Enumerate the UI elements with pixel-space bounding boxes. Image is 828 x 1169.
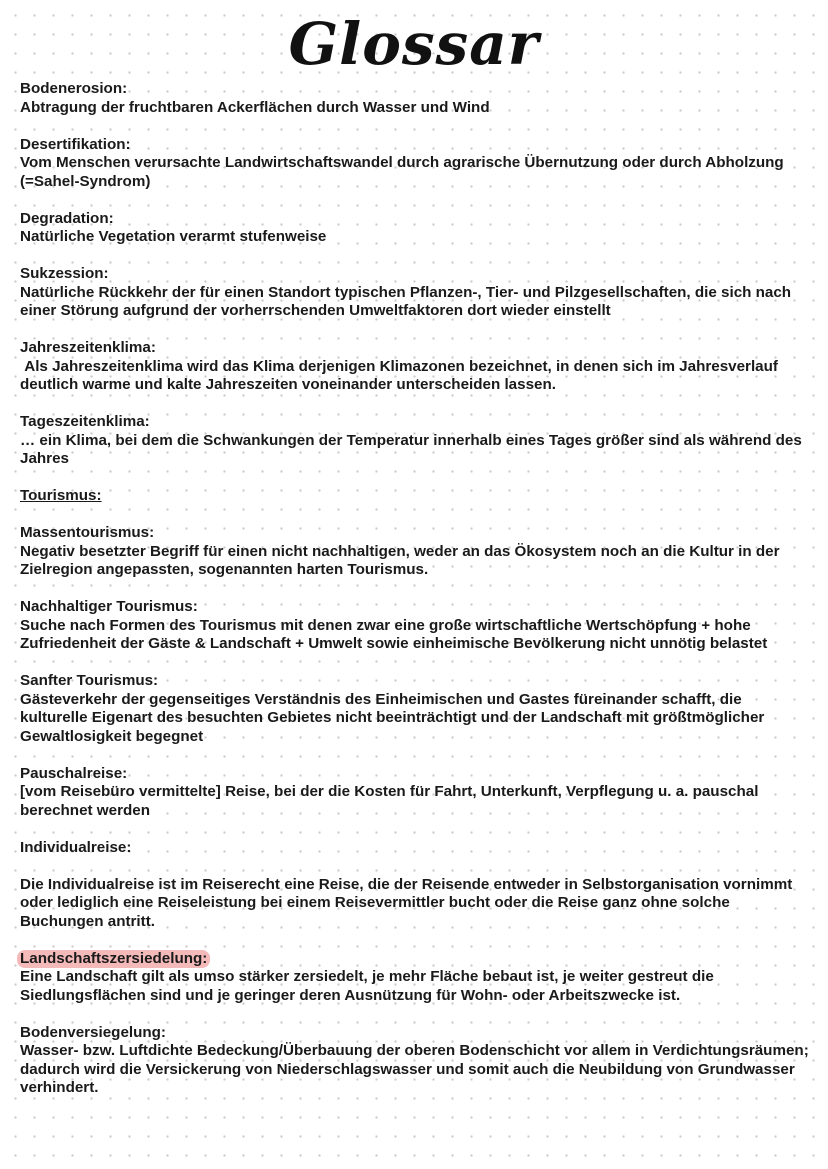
glossary-entry-jahreszeitenklima bbox=[20, 339, 810, 395]
term: Bodenversiegelung: bbox=[20, 1023, 166, 1041]
definition: Die Individualreise ist im Reiserecht eine Reise, die der Reisende entweder in Selbstorganisation vornimmt oder lediglich eine Reiseleistung bei einem Reisevermittler bucht oder die Reise ganz ohne solche Buchungen antritt. bbox=[20, 875, 793, 930]
definition: … ein Klima, bei dem die Schwankungen der Temperatur innerhalb eines Tages größer sind als während des Jahres bbox=[20, 431, 802, 467]
term: Massentourismus: bbox=[20, 524, 155, 541]
definition: [vom Reisebüro vermittelte] Reise, bei der die Kosten für Fahrt, Unterkunft, Verpflegung u. a. pauschal berechnet werden bbox=[20, 783, 759, 819]
glossary-entry-landschaftszersiedelung bbox=[20, 950, 810, 1006]
term: Individualreise: bbox=[20, 838, 132, 856]
glossary-entry-desertifikation bbox=[20, 136, 810, 192]
glossary-entry-bodenversiegelung bbox=[20, 1024, 810, 1098]
definition: Vom Menschen verursachte Landwirtschaftswandel durch agrarische Übernutzung oder durch Abholzung (=Sahel-Syndrom) bbox=[20, 154, 784, 190]
term: Jahreszeitenklima: bbox=[20, 339, 156, 356]
definition: Negativ besetzter Begriff für einen nicht nachhaltigen, weder an das Ökosystem noch an die Kultur in der Zielregion angepassten, sogenannten harten Tourismus. bbox=[20, 542, 780, 578]
definition: Wasser- bzw. Luftdichte Bedeckung/Überbauung der oberen Bodenschicht vor allem in Verdichtungsräumen; dadurch wird die Versickerung von Niederschlagswasser und somit auch die Neubildung von Grundwasser verhindert. bbox=[20, 1042, 809, 1096]
glossary-entry-sanfter-tourismus bbox=[20, 672, 810, 746]
glossary-entry-tageszeitenklima bbox=[20, 413, 810, 469]
definition: Als Jahreszeitenklima wird das Klima derjenigen Klimazonen bezeichnet, in denen sich im Jahresverlauf deutlich warme und kalte Jahreszeiten voneinander unterscheiden lassen. bbox=[20, 357, 783, 393]
definition: Natürliche Vegetation verarmt stufenweise bbox=[20, 228, 327, 245]
term: Tageszeitenklima: bbox=[20, 413, 150, 430]
definition: Abtragung der fruchtbaren Ackerflächen durch Wasser und Wind bbox=[20, 98, 490, 116]
section-heading: Tourismus: bbox=[20, 487, 102, 504]
definition: Gästeverkehr der gegenseitiges Verständnis des Einheimischen und Gastes füreinander schafft, die kulturelle Eigenart des besuchten Gebietes nicht beeinträchtigt und der Landschaft mit größtmöglicher Gewaltlosigkeit begegnet bbox=[20, 690, 765, 745]
term: Bodenerosion: bbox=[20, 80, 128, 97]
definition: Natürliche Rückkehr der für einen Standort typischen Pflanzen-, Tier- und Pilzgesellschaften, die sich nach einer Störung aufgrund der vorherrschenden Umweltfaktoren dort wieder einstellt bbox=[20, 283, 792, 319]
term-highlighted: Landschaftszersiedelung: bbox=[17, 950, 210, 969]
glossary-entry-nachhaltiger-tourismus bbox=[20, 598, 810, 654]
glossary-entry-degradation bbox=[20, 210, 810, 247]
glossary-entry-individualreise bbox=[20, 839, 810, 932]
term: Sanfter Tourismus: bbox=[20, 672, 159, 689]
glossary-entry-sukzession bbox=[20, 265, 810, 321]
definition: Suche nach Formen des Tourismus mit denen zwar eine große wirtschaftliche Wertschöpfung + hohe Zufriedenheit der Gäste & Landschaft + Umwelt sowie einheimische Bevölkerung nicht unnötig belastet bbox=[20, 616, 768, 652]
term: Pauschalreise: bbox=[20, 764, 128, 782]
glossary-entry-pauschalreise bbox=[20, 765, 810, 821]
glossary bbox=[20, 80, 810, 1098]
glossary-entry-bodenerosion bbox=[20, 80, 810, 117]
section-heading-tourismus bbox=[20, 487, 810, 506]
term: Degradation: bbox=[20, 209, 114, 227]
term: Nachhaltiger Tourismus: bbox=[20, 598, 198, 615]
term: Sukzession: bbox=[20, 265, 109, 282]
term: Desertifikation: bbox=[20, 135, 131, 153]
glossary-entry-massentourismus bbox=[20, 524, 810, 580]
page-title: Glossar bbox=[288, 10, 540, 78]
definition: Eine Landschaft gilt als umso stärker zersiedelt, je mehr Fläche bebaut ist, je weiter gestreut die Siedlungsflächen sind und je geringer deren Ausnützung für Wohn- oder Arbeitszwecke ist. bbox=[20, 968, 714, 1004]
